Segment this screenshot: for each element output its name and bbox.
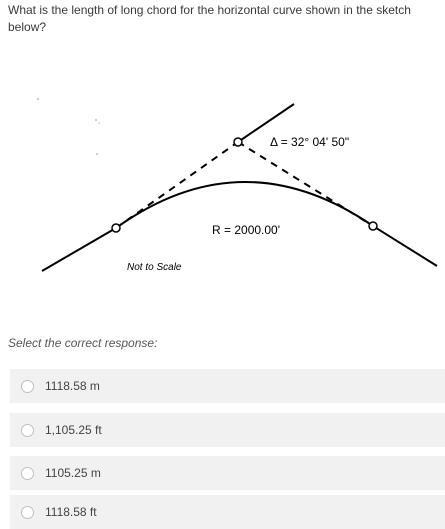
- question-text: What is the length of long chord for the horizontal curve shown in the sketch below?: [8, 3, 411, 34]
- back-tangent-line: [42, 228, 116, 271]
- pc-point: [112, 224, 120, 232]
- pt-point: [369, 222, 377, 230]
- radio-button[interactable]: [21, 506, 34, 519]
- answer-option-2[interactable]: [10, 413, 445, 447]
- answer-option-1[interactable]: [10, 369, 445, 403]
- forward-tangent-line: [373, 226, 437, 266]
- radio-button[interactable]: [21, 380, 34, 393]
- answer-option-3[interactable]: [10, 456, 445, 490]
- answer-option-label: 1118.58 ft: [45, 505, 97, 519]
- delta-angle-label: Δ = 32° 04' 50": [270, 135, 350, 149]
- radio-button[interactable]: [21, 424, 34, 437]
- radio-button[interactable]: [21, 467, 34, 480]
- answer-option-4[interactable]: [10, 495, 445, 529]
- curve-sketch: [0, 70, 445, 290]
- scan-specks: [37, 98, 100, 155]
- pi-point: [234, 138, 242, 146]
- answer-option-label: 1105.25 m: [45, 466, 101, 480]
- horizontal-curve: [116, 182, 373, 228]
- answer-option-label: 1,105.25 ft: [45, 423, 102, 437]
- answer-option-label: 1118.58 m: [45, 379, 100, 393]
- response-prompt: Select the correct response:: [8, 336, 158, 350]
- radius-label: R = 2000.00': [212, 223, 281, 237]
- scale-note: Not to Scale: [127, 262, 182, 273]
